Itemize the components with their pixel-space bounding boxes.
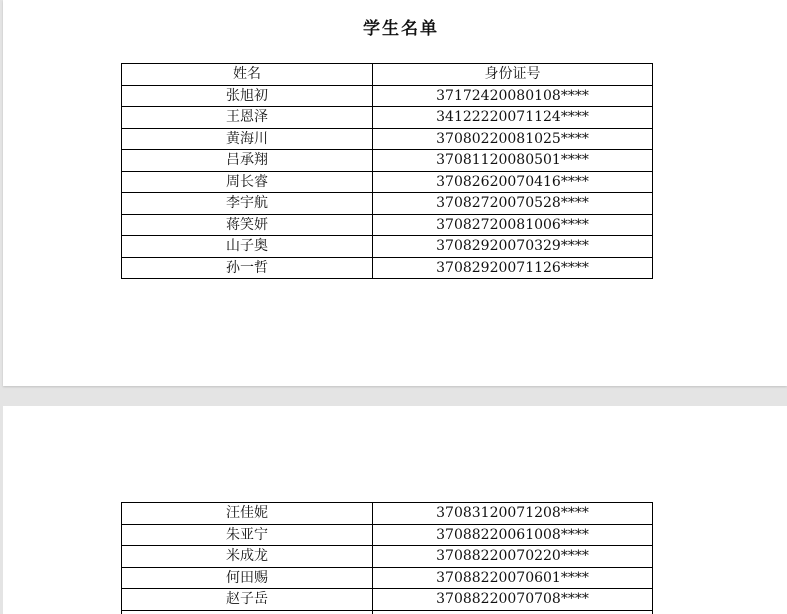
table-row xyxy=(122,546,653,568)
table-row xyxy=(122,150,653,172)
student-name-cell-partial xyxy=(122,610,373,614)
student-id-cell: 34122220071124**** xyxy=(373,107,653,129)
student-id-cell: 37088220070708**** xyxy=(373,589,653,611)
table-body-page-1 xyxy=(122,85,653,279)
student-id-cell: 37088220070601**** xyxy=(373,567,653,589)
column-header-name: 姓名 xyxy=(122,64,373,86)
table-row-cut-off xyxy=(122,610,653,614)
student-id-cell: 37088220070220**** xyxy=(373,546,653,568)
student-id-cell: 37082920071126**** xyxy=(373,257,653,279)
student-table xyxy=(121,63,653,279)
student-name-cell: 孙一哲 xyxy=(122,257,373,279)
student-id-cell: 37082620070416**** xyxy=(373,171,653,193)
table-row xyxy=(122,85,653,107)
table-row xyxy=(122,589,653,611)
student-id-cell: 37082720070528**** xyxy=(373,193,653,215)
student-name-cell: 周长睿 xyxy=(122,171,373,193)
student-id-cell: 37081120080501**** xyxy=(373,150,653,172)
student-id-cell: 37088220061008**** xyxy=(373,524,653,546)
student-id-cell: 37082920070329**** xyxy=(373,236,653,258)
student-id-cell: 37083120071208**** xyxy=(373,503,653,525)
table-row xyxy=(122,236,653,258)
table-body-page-2 xyxy=(122,503,653,614)
student-name-cell: 赵子岳 xyxy=(122,589,373,611)
student-name-cell: 吕承翔 xyxy=(122,150,373,172)
table-row xyxy=(122,524,653,546)
table-row xyxy=(122,171,653,193)
table-row xyxy=(122,107,653,129)
student-name-cell: 何田赐 xyxy=(122,567,373,589)
student-table-continued xyxy=(121,502,653,614)
student-name-cell: 王恩泽 xyxy=(122,107,373,129)
document-page-1 xyxy=(3,0,787,386)
student-id-cell: 37080220081025**** xyxy=(373,128,653,150)
table-row xyxy=(122,257,653,279)
table-row xyxy=(122,567,653,589)
document-page-2 xyxy=(3,406,787,614)
student-name-cell: 蒋笑妍 xyxy=(122,214,373,236)
student-id-cell: 37172420080108**** xyxy=(373,85,653,107)
student-name-cell: 山子奥 xyxy=(122,236,373,258)
student-name-cell: 汪佳妮 xyxy=(122,503,373,525)
table-header-row xyxy=(122,64,653,86)
column-header-id: 身份证号 xyxy=(373,64,653,86)
student-name-cell: 李宇航 xyxy=(122,193,373,215)
student-id-cell: 37082720081006**** xyxy=(373,214,653,236)
student-name-cell: 米成龙 xyxy=(122,546,373,568)
student-name-cell: 张旭初 xyxy=(122,85,373,107)
table-row xyxy=(122,214,653,236)
student-id-cell-partial xyxy=(373,610,653,614)
student-name-cell: 朱亚宁 xyxy=(122,524,373,546)
table-row xyxy=(122,128,653,150)
table-row xyxy=(122,193,653,215)
table-row xyxy=(122,503,653,525)
page-title: 学生名单 xyxy=(363,19,439,39)
student-name-cell: 黄海川 xyxy=(122,128,373,150)
